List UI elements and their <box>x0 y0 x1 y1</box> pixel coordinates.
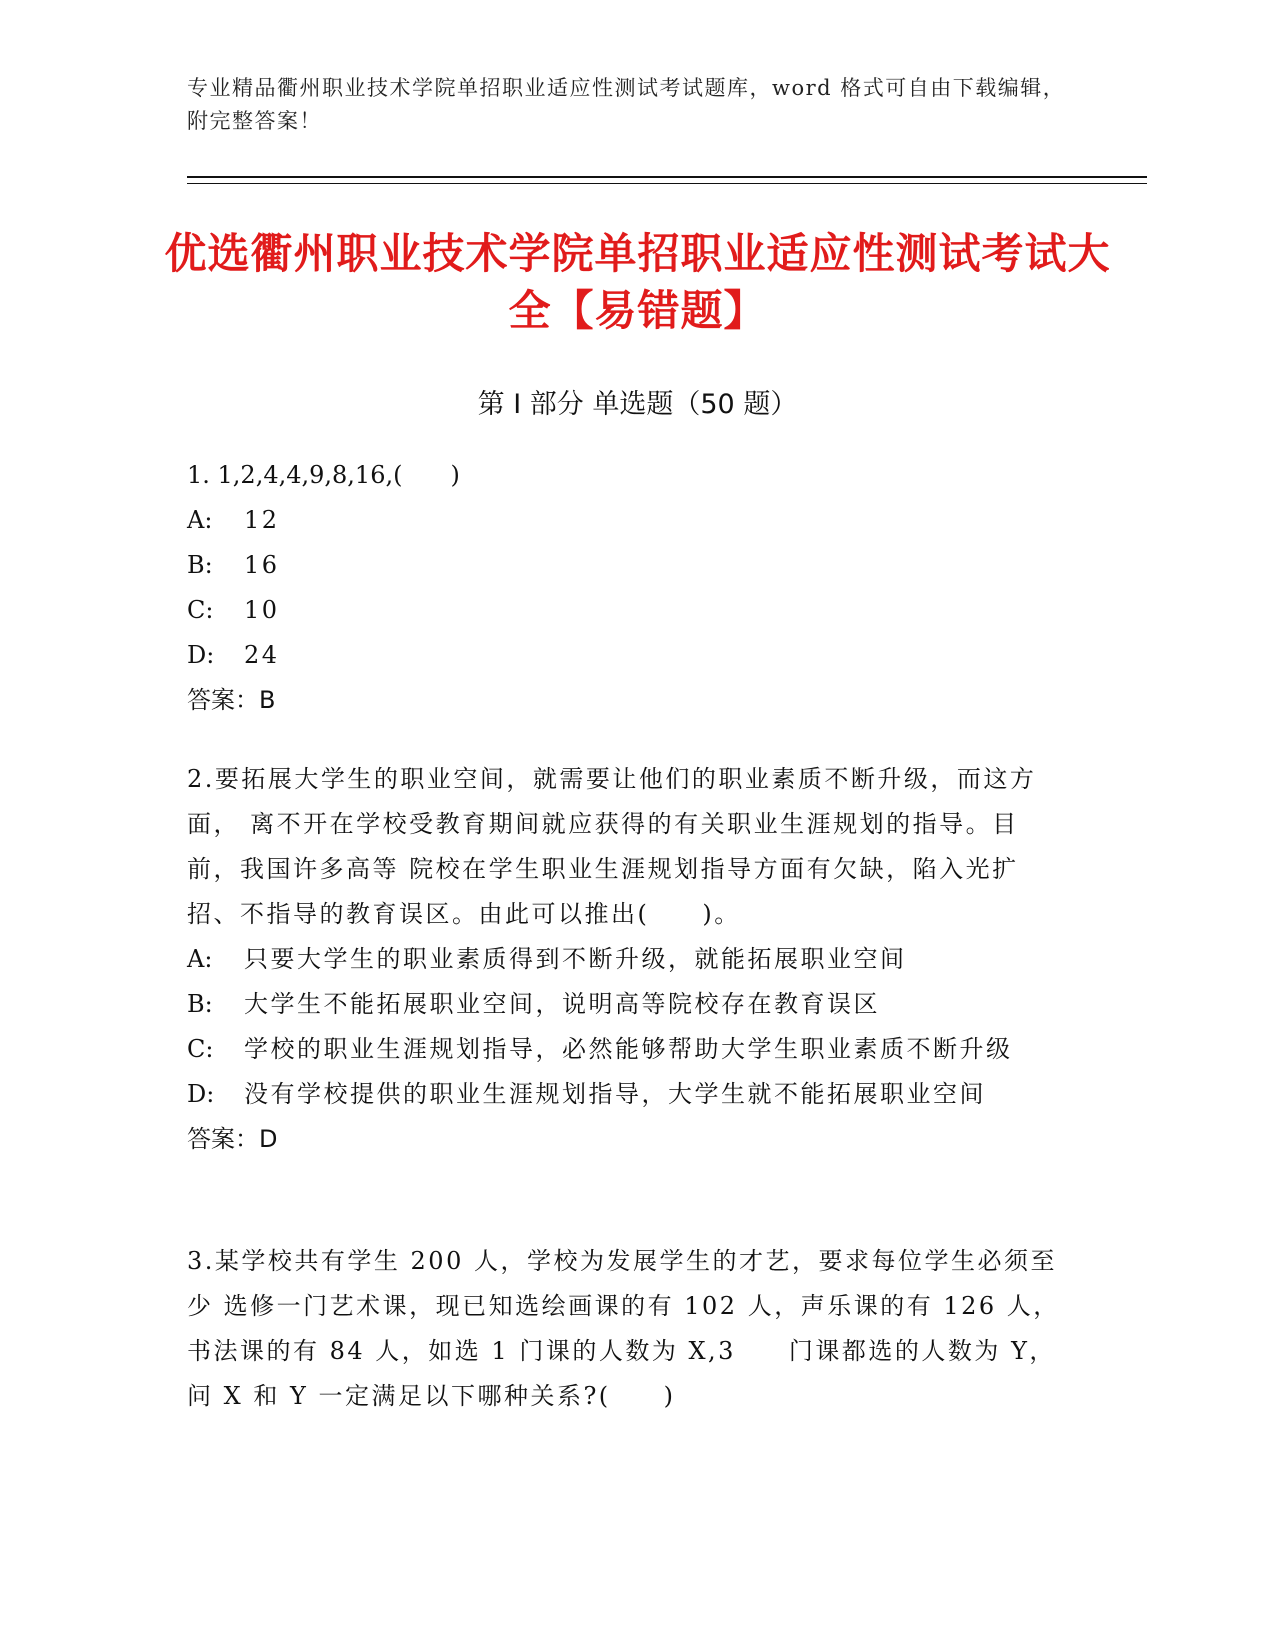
option-text: 24 <box>244 641 280 669</box>
option-text: 10 <box>244 596 280 624</box>
option-key: C: <box>187 1035 214 1063</box>
header-note: 专业精品衢州职业技术学院单招职业适应性测试考试题库，word 格式可自由下载编辑，附完整答案！ <box>187 76 1066 133</box>
option-key: A: <box>187 506 213 534</box>
option-text: 学校的职业生涯规划指导，必然能够帮助大学生职业素质不断升级 <box>244 1035 1013 1063</box>
option-c <box>187 588 1067 633</box>
header-divider-thin <box>187 183 1147 184</box>
option-b <box>187 982 1067 1027</box>
option-b <box>187 543 1067 588</box>
answer-label: 答案：D <box>187 1125 278 1153</box>
document-title: 优选衢州职业技术学院单招职业适应性测试考试大全【易错题】 <box>164 229 1111 335</box>
option-text: 12 <box>244 506 280 534</box>
question-stem: 3.某学校共有学生 200 人，学校为发展学生的才艺，要求每位学生必须至少 选修一门艺术课，现已知选绘画课的有 102 人，声乐课的有 126 人，书法课的有 84 人，如选 1 门课的人数为 X,3 门课都选的人数为 Y， 问 X 和 Y 一定满足以下哪种关系?( ) <box>187 1247 1060 1410</box>
header-divider-thick <box>187 176 1147 178</box>
question-stem: 2.要拓展大学生的职业空间，就需要让他们的职业素质不断升级，而这方面， 离不开在学校受教育期间就应获得的有关职业生涯规划的指导。目前，我国许多高等 院校在学生职业生涯规划指导方面有欠缺，陷入光扩招、不指导的教育误区。由此可以推出( )。 <box>187 765 1037 928</box>
option-text: 没有学校提供的职业生涯规划指导，大学生就不能拓展职业空间 <box>244 1080 986 1108</box>
option-text: 大学生不能拓展职业空间，说明高等院校存在教育误区 <box>244 990 880 1018</box>
section-title: 第 I 部分 单选题（50 题） <box>477 389 798 420</box>
option-key: B: <box>187 551 213 579</box>
option-d <box>187 1072 1067 1117</box>
option-text: 只要大学生的职业素质得到不断升级，就能拓展职业空间 <box>244 945 907 973</box>
answer-label: 答案：B <box>187 686 276 714</box>
question-2 <box>187 757 1067 1162</box>
option-key: B: <box>187 990 213 1018</box>
option-a <box>187 937 1067 982</box>
option-a <box>187 498 1067 543</box>
option-key: C: <box>187 596 214 624</box>
question-1 <box>187 453 1067 723</box>
option-key: D: <box>187 1080 215 1108</box>
option-key: D: <box>187 641 215 669</box>
option-key: A: <box>187 945 213 973</box>
option-text: 16 <box>244 551 280 579</box>
option-d <box>187 633 1067 678</box>
option-c <box>187 1027 1067 1072</box>
question-stem: 1. 1,2,4,4,9,8,16,( ) <box>187 461 460 489</box>
question-3 <box>187 1239 1067 1419</box>
